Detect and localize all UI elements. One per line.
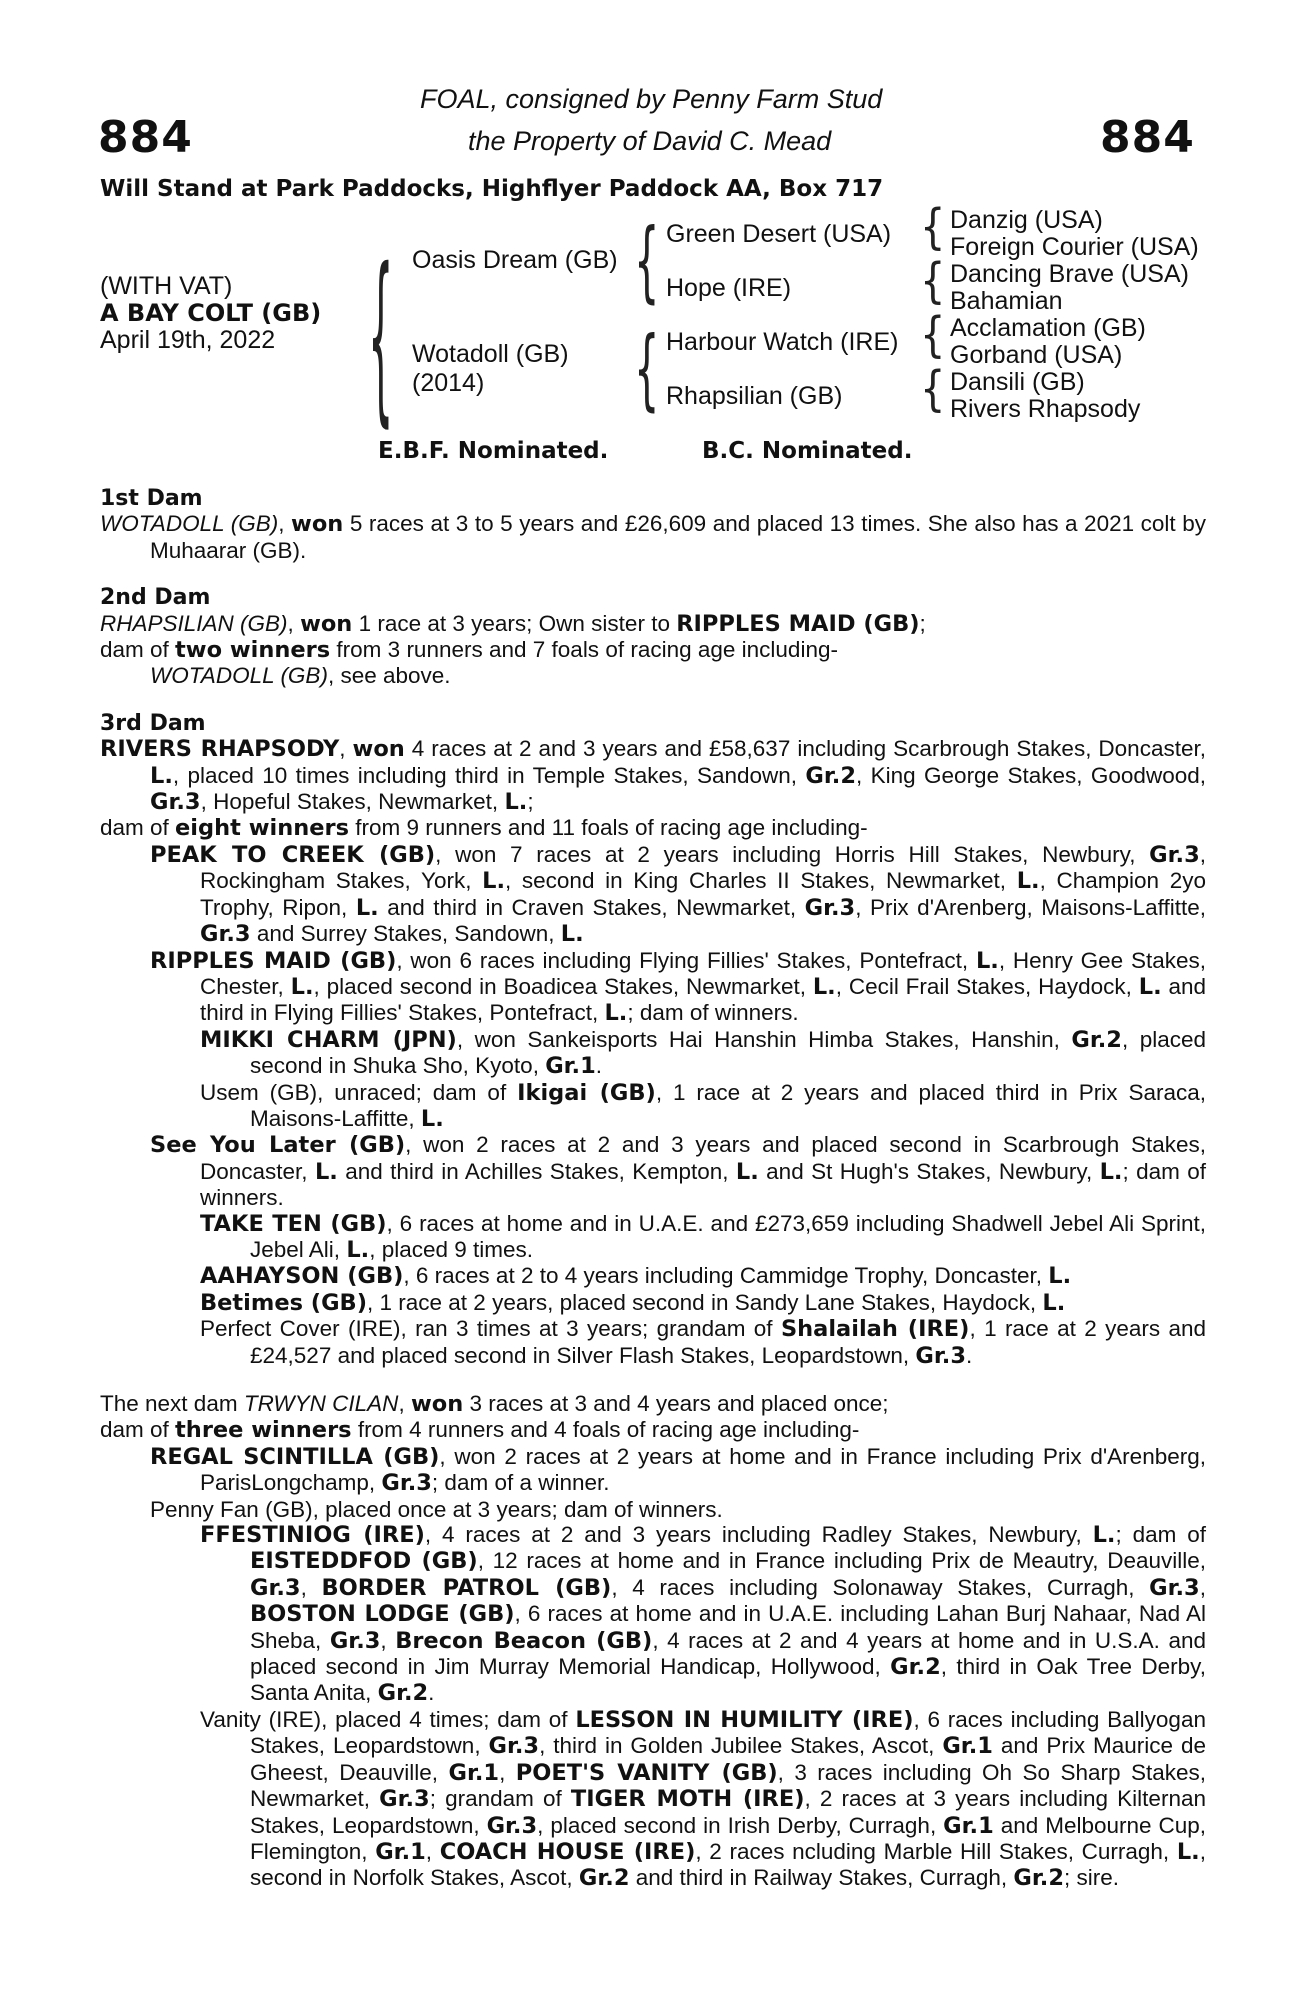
dam-dam: Rhapsilian (GB) [666,382,843,410]
progeny-aahayson: AAHAYSON (GB), 6 races at 2 to 4 years including Cammidge Trophy, Doncaster, L. [200,1263,1072,1290]
pedigree-brace-g2: { [920,254,946,310]
ggp-8: Rivers Rhapsody [950,395,1141,423]
dam-sire: Harbour Watch (IRE) [666,328,899,356]
produce-record [100,486,1206,1892]
second-dam-record: RHAPSILIAN (GB), won 1 race at 3 years; Own sister to RIPPLES MAID (GB); [100,610,926,637]
ggp-6: Gorband (USA) [950,341,1123,369]
ggp-4: Bahamian [950,287,1063,315]
dam-year: (2014) [412,369,485,397]
ggp-5: Acclamation (GB) [950,314,1146,342]
stand-line: Will Stand at Park Paddocks, Highflyer Paddock AA, Box 717 [100,176,884,202]
second-dam-progeny: WOTADOLL (GB), see above. [150,663,451,689]
pedigree-brace-main: { [368,234,394,446]
first-dam-heading: 1st Dam [100,486,203,511]
ggp-7: Dansili (GB) [950,368,1085,396]
first-dam-name: WOTADOLL (GB) [100,511,279,537]
property-line: the Property of David C. Mead [468,126,832,156]
foaling-date: April 19th, 2022 [100,326,276,354]
lot-name: A BAY COLT (GB) [100,299,322,327]
pedigree-brace-dam: { [634,320,660,422]
progeny-betimes: Betimes (GB), 1 race at 2 years, placed second in Sandy Lane Stakes, Haydock, L. [200,1289,1066,1316]
sire-dam: Hope (IRE) [666,274,792,302]
progeny-see-you-later: See You Later (GB), won 2 races at 2 and 3 years and placed second in Scarbrough Stakes, Doncaster, L. and third in Achilles Stakes, Kempton, L. and St Hugh's Stakes, Newbury, L.; dam of winners. [150,1132,1207,1211]
progeny-perfect-cover: Perfect Cover (IRE), ran 3 times at 3 years; grandam of Shalailah (IRE), 1 race at 2 years and £24,527 and placed second in Silver Flash Stakes, Leopardstown, Gr.3. [200,1316,1206,1369]
pedigree-brace-g3: { [920,308,946,364]
first-dam-record: WOTADOLL (GB), won 5 races at 3 to 5 years and £26,609 and placed 13 times. She also has a 2021 colt by Muhaarar (GB). [100,511,1206,563]
third-dam-heading: 3rd Dam [100,710,206,736]
progeny-mikki-charm: MIKKI CHARM (JPN), won Sankeisports Hai Hanshin Himba Stakes, Hanshin, Gr.2, placed second in Shuka Sho, Kyoto, Gr.1. [200,1026,1206,1080]
third-dam-produce: dam of eight winners from 9 runners and 11 foals of racing age including- [100,815,868,842]
consignor-line: FOAL, consigned by Penny Farm Stud [420,84,883,114]
bc-nomination: B.C. Nominated. [702,438,913,464]
ggp-3: Dancing Brave (USA) [950,260,1189,288]
next-dam-record: The next dam TRWYN CILAN, won 3 races at 3 and 4 years and placed once; [100,1391,889,1417]
sire-sire: Green Desert (USA) [666,220,892,248]
progeny-penny-fan: Penny Fan (GB), placed once at 3 years; dam of winners. [150,1496,723,1522]
next-dam-produce: dam of three winners from 4 runners and 4 foals of racing age including- [100,1417,860,1444]
progeny-peak-to-creek: PEAK TO CREEK (GB), won 7 races at 2 years including Horris Hill Stakes, Newbury, Gr.3, Rockingham Stakes, York, L., second in King Charles II Stakes, Newmarket, L., Champion 2yo Trophy, Ripon, L. and third in Craven Stakes, Newmarket, Gr.3, Prix d'Arenberg, Maisons-Laffitte, Gr.3 and Surrey Stakes, Sandown, L. [150,841,1206,948]
second-dam-heading: 2nd Dam [100,585,211,611]
progeny-vanity: Vanity (IRE), placed 4 times; dam of LESSON IN HUMILITY (IRE), 6 races including Ballyogan Stakes, Leopardstown, Gr.3, third in Golden Jubilee Stakes, Ascot, Gr.1 and Prix Maurice de Gheest, Deauville, Gr.1, POET'S VANITY (GB), 3 races including Oh So Sharp Stakes, Newmarket, Gr.3; grandam of TIGER MOTH (IRE), 2 races at 3 years including Kilternan Stakes, Leopardstown, Gr.3, placed second in Irish Derby, Curragh, Gr.1 and Melbourne Cup, Flemington, Gr.1, COACH HOUSE (IRE), 2 races ncluding Marble Hill Stakes, Curragh, L., second in Norfolk Stakes, Ascot, Gr.2 and third in Railway Stakes, Curragh, Gr.2; sire. [200,1706,1207,1892]
progeny-regal-scintilla: REGAL SCINTILLA (GB), won 2 races at 2 years at home and in France including Prix d'Arenberg, ParisLongchamp, Gr.3; dam of a winner. [150,1443,1206,1497]
progeny-usem: Usem (GB), unraced; dam of Ikigai (GB), 1 race at 2 years and placed third in Prix Saraca, Maisons-Laffitte, L. [200,1079,1206,1132]
progeny-take-ten: TAKE TEN (GB), 6 races at home and in U.A.E. and £273,659 including Shadwell Jebel Ali Sprint, Jebel Ali, L., placed 9 times. [200,1210,1207,1263]
pedigree-brace-sire: { [634,212,660,314]
ggp-1: Danzig (USA) [950,206,1103,234]
third-dam-record: RIVERS RHAPSODY, won 4 races at 2 and 3 years and £58,637 including Scarbrough Stakes, Doncaster, L., placed 10 times including third in Temple Stakes, Sandown, Gr.2, King George Stakes, Goodwood, Gr.3, Hopeful Stakes, Newmarket, L.; [100,736,1206,816]
vat-note: (WITH VAT) [100,272,233,300]
pedigree-brace-g4: { [920,362,946,418]
progeny-ffestiniog: FFESTINIOG (IRE), 4 races at 2 and 3 years including Radley Stakes, Newbury, L.; dam of EISTEDDFOD (GB), 12 races at home and in France including Prix de Meautry, Deauville, Gr.3, BORDER PATROL (GB), 4 races including Solonaway Stakes, Curragh, Gr.3, BOSTON LODGE (GB), 6 races at home and in U.A.E. including Lahan Burj Nahaar, Nad Al Sheba, Gr.3, Brecon Beacon (GB), 4 races at 2 and 4 years at home and in U.S.A. and placed second in Jim Murray Memorial Handicap, Hollywood, Gr.2, third in Oak Tree Derby, Santa Anita, Gr.2. [200,1522,1207,1707]
ggp-2: Foreign Courier (USA) [950,233,1199,261]
lot-number-left: 884 [98,112,193,163]
sire: Oasis Dream (GB) [412,246,618,274]
second-dam-produce: dam of two winners from 3 runners and 7 foals of racing age including- [100,637,838,664]
ebf-nomination: E.B.F. Nominated. [378,438,609,464]
pedigree-brace-g1: { [920,200,946,256]
lot-number-right: 884 [1100,112,1195,163]
dam: Wotadoll (GB) [412,340,569,368]
progeny-ripples-maid: RIPPLES MAID (GB), won 6 races including Flying Fillies' Stakes, Pontefract, L., Henry Gee Stakes, Chester, L., placed second in Boadicea Stakes, Newmarket, L., Cecil Frail Stakes, Haydock, L. and third in Flying Fillies' Stakes, Pontefract, L.; dam of winners. [150,947,1207,1027]
